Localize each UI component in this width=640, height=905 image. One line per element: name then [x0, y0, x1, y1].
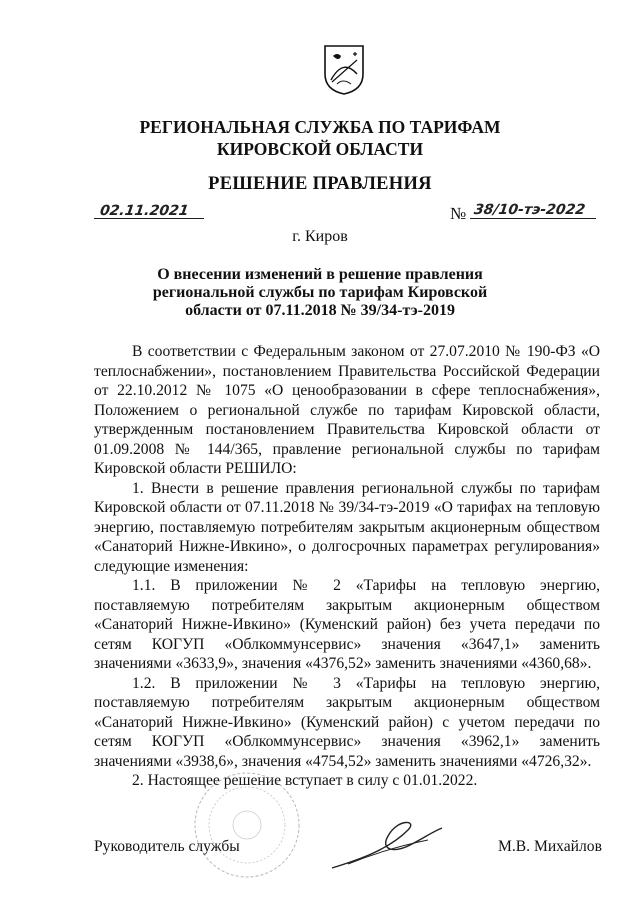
paragraph-item-1: 1. Внести в решение правления региональной службы по тарифам Кировской области от 07.11.2018 № 39/34-тэ-2019 «О тарифах на тепловую энергию, поставляемую потребителям закрытым акционерным обществом «Санаторий Нижне-Ивкино», о долгосрочных параметрах регулирования» следующие изменения:: [94, 479, 600, 575]
document-number: 38/10-тэ-2022: [472, 202, 587, 218]
paragraph-preamble: В соответствии с Федеральным законом от 27.07.2010 № 190-ФЗ «О теплоснабжении», постановлением Правительства Российской Федерации от 22.10.2012 № 1075 «О ценообразовании в сфере теплоснабжения», Положением о региональной службе по тарифам Кировской области, утвержденным постановлением Правительства Кировской области от 01.09.2008 № 144/365, правление региональной службы по тарифам Кировской области РЕШИЛО:: [94, 343, 600, 477]
paragraph-item-2: 2. Настоящее решение вступает в силу с 01.01.2022.: [132, 772, 478, 789]
subject-line-1: О внесении изменений в решение правления: [157, 266, 483, 283]
handwritten-signature: [328, 810, 446, 880]
document-body: [94, 342, 600, 791]
organization-name: [0, 116, 640, 160]
coat-of-arms-emblem: [323, 44, 365, 96]
city-label: г. Киров: [292, 228, 348, 245]
number-sign: №: [450, 204, 467, 223]
document-date: 02.11.2021: [98, 203, 190, 219]
signatory-position: Руководитель службы: [94, 838, 240, 855]
paragraph-item-1-1: 1.1. В приложении № 2 «Тарифы на тепловую энергию, поставляемую потребителям закрытым акционерным обществом «Санаторий Нижне-Ивкино» (Куменский район) без учета передачи по сетям КОГУП «Облкоммунсервис» значения «3647,1» заменить значениями «3633,9», значения «4376,52» заменить значениями «4360,68».: [94, 577, 600, 672]
signatory-name: М.В. Михайлов: [498, 838, 602, 855]
org-line-1: РЕГИОНАЛЬНАЯ СЛУЖБА ПО ТАРИФАМ: [139, 117, 501, 137]
org-line-2: КИРОВСКОЙ ОБЛАСТИ: [216, 139, 424, 159]
official-seal-stamp: [192, 770, 302, 880]
document-subject: [0, 266, 640, 320]
subject-line-3: области от 07.11.2018 № 39/34-тэ-2019: [185, 302, 455, 319]
subject-line-2: региональной службы по тарифам Кировской: [152, 284, 488, 301]
paragraph-item-1-2: 1.2. В приложении № 3 «Тарифы на тепловую энергию, поставляемую потребителям закрытым акционерным обществом «Санаторий Нижне-Ивкино» (Куменский район) с учетом передачи по сетям КОГУП «Облкоммунсервис» значения «3962,1» заменить значениями «3938,6», значения «4754,52» заменить значениями «4726,32».: [94, 674, 600, 770]
document-title: РЕШЕНИЕ ПРАВЛЕНИЯ: [208, 174, 432, 194]
